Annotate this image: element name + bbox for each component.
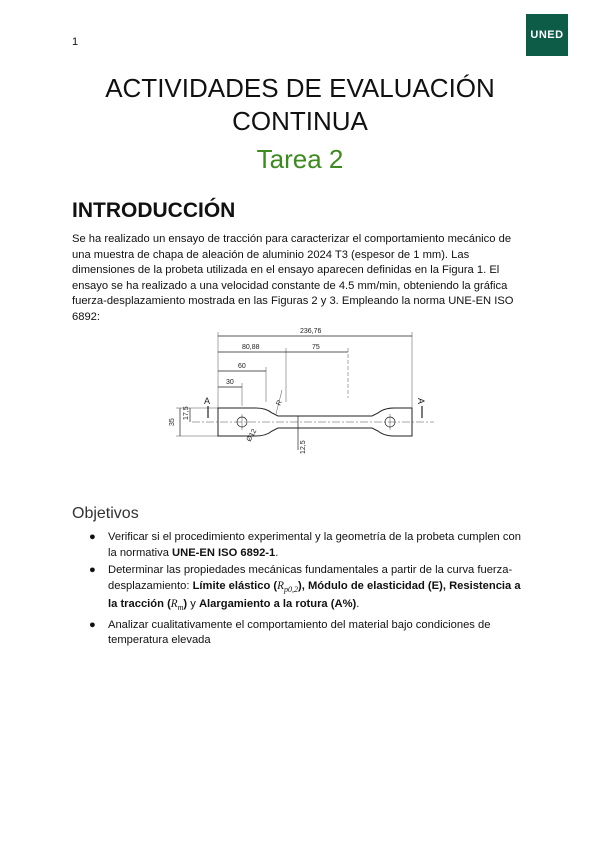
objective-item: ● Determinar las propiedades mecánicas fundamentales a partir de la curva fuerza-desplazamiento: Límite elástico $(R_{p0,2})$, Módulo de elasticidad (E), Resistencia a la tracción $(R_m)$ y Alargamiento a la rotura (A%). [89, 564, 521, 613]
dim-label-175: 17,5 [183, 406, 190, 420]
objectives-list [72, 530, 524, 651]
intro-paragraph: Se ha realizado un ensayo de tracción para caracterizar el comportamiento mecánico de una muestra de chapa de aleación de aluminio 2024 T3 (espesor de 1 mm). Las dimensiones de la probeta utilizada en el ensayo aparecen definidas en la Figura 1. El ensayo se ha realizado a una velocidad constante de 4.5 mm/min, obteniendo la gráfica fuerza-desplazamiento mostrada en las Figuras 2 y 3. Empleando la norma UNE-EN ISO 6892: [72, 233, 514, 323]
section-label-right: A [416, 398, 426, 405]
dim-label-total: 236,76 [300, 328, 322, 335]
intro-heading: INTRODUCCIÓN [72, 199, 236, 222]
dim-label-radius: R [275, 399, 284, 407]
page-subtitle: Tarea 2 [256, 144, 344, 174]
objective-item: ● Verificar si el procedimiento experimental y la geometría de la probeta cumplen con la normativa UNE-EN ISO 6892-1. [89, 531, 521, 559]
bullet: ● [89, 564, 96, 576]
uned-logo: UNED [526, 14, 568, 56]
objectives-heading: Objetivos [72, 505, 139, 522]
bullet: ● [89, 618, 96, 631]
symbol-rm: $R_m$ [170, 598, 184, 613]
dim-label-8088: 80,88 [242, 344, 260, 351]
dim-label-125: 12,5 [300, 440, 307, 454]
objective-item: ● Analizar cualitativamente el comportamiento del material bajo condiciones de temperatura elevada [89, 618, 491, 647]
title-line-2: CONTINUA [232, 106, 368, 136]
page-title [0, 72, 600, 138]
dim-label-60: 60 [238, 363, 246, 370]
title-line-1: ACTIVIDADES DE EVALUACIÓN [105, 73, 495, 103]
bullet: ● [89, 531, 96, 543]
dim-label-35: 35 [169, 418, 176, 426]
dim-label-phi: Ø12 [245, 428, 259, 443]
standard-reference: UNE-EN ISO 6892-1 [172, 546, 276, 559]
section-label-left: A [204, 396, 211, 406]
dim-label-30: 30 [226, 379, 234, 386]
page-number: 1 [72, 36, 79, 48]
symbol-rp02: $R_{p0,2}$ [277, 579, 298, 594]
specimen-drawing [150, 322, 440, 462]
dim-label-75: 75 [312, 344, 320, 351]
